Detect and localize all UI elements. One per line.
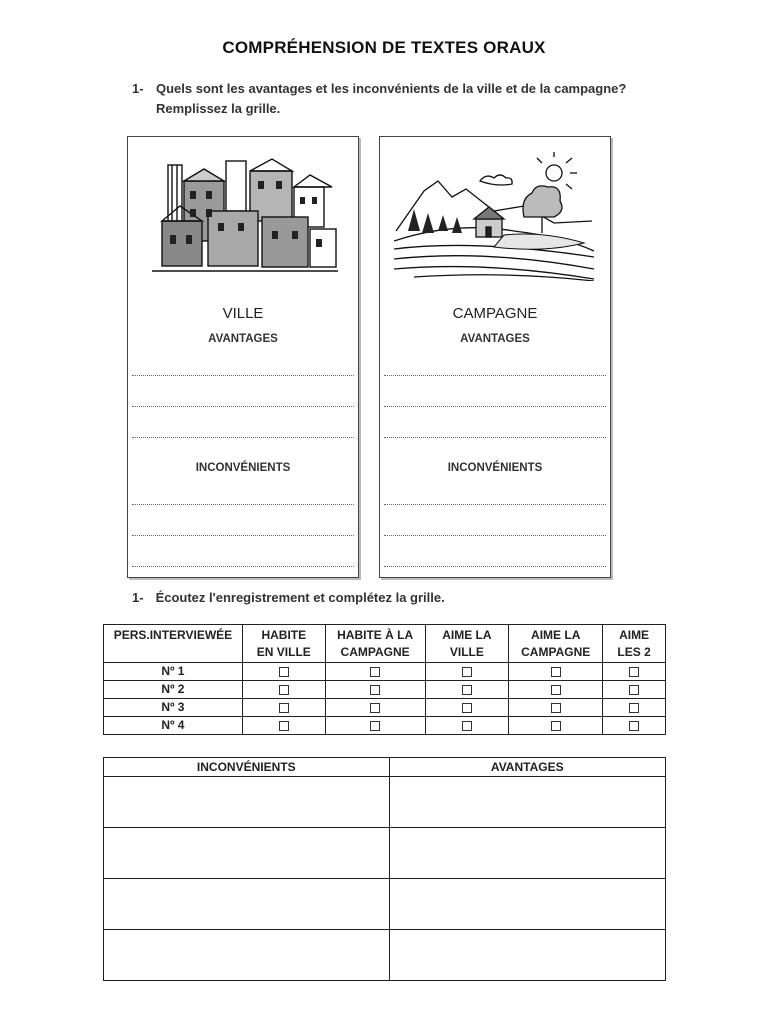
inconvenient-cell[interactable]	[104, 777, 390, 828]
checkbox[interactable]	[629, 721, 639, 731]
header-aime-les-2	[603, 625, 666, 663]
campagne-advantage-line-1	[384, 375, 606, 376]
row-label: Nº 1	[104, 663, 243, 681]
header-habite-a-la-campagne	[325, 625, 425, 663]
checkbox[interactable]	[462, 703, 472, 713]
avantage-cell[interactable]	[389, 930, 665, 981]
question-2-text: Écoutez l'enregistrement et complétez la grille.	[155, 590, 445, 605]
countryside-illustration	[394, 151, 594, 281]
checkbox[interactable]	[551, 667, 561, 677]
checkbox[interactable]	[279, 703, 289, 713]
header-aime-ville-line-1: AIME LA	[442, 627, 492, 642]
inconvenient-cell[interactable]	[104, 879, 390, 930]
campagne-disadvantage-line-1	[384, 504, 606, 505]
header-habite-en-ville	[242, 625, 325, 663]
header-pers-interviewee-text: PERS.INTERVIEWÉE	[113, 628, 233, 642]
header-habite-campagne-line-2: CAMPAGNE	[340, 644, 410, 659]
header-aime-campagne-line-2: CAMPAGNE	[521, 644, 591, 659]
table-row	[104, 717, 666, 735]
checkbox[interactable]	[370, 721, 380, 731]
checkbox[interactable]	[279, 685, 289, 695]
avantage-cell[interactable]	[389, 777, 665, 828]
header-inconvenients: INCONVÉNIENTS	[104, 758, 390, 777]
page-title: COMPRÉHENSION DE TEXTES ORAUX	[222, 38, 546, 57]
row-label: Nº 4	[104, 717, 243, 735]
ville-card	[127, 136, 359, 578]
table-row	[104, 828, 666, 879]
header-aime-les-2-line-2: LES 2	[617, 644, 651, 659]
avantage-cell[interactable]	[389, 879, 665, 930]
header-aime-les-2-line-1: AIME	[619, 627, 650, 642]
question-1	[132, 79, 692, 119]
avantage-cell[interactable]	[389, 828, 665, 879]
checkbox[interactable]	[370, 667, 380, 677]
campagne-advantage-line-3	[384, 437, 606, 438]
ville-disadvantage-line-2	[132, 535, 354, 536]
checkbox[interactable]	[551, 685, 561, 695]
checkbox[interactable]	[279, 667, 289, 677]
campagne-disadvantage-line-3	[384, 566, 606, 567]
table-row	[104, 699, 666, 717]
ville-advantages-label: AVANTAGES	[208, 333, 278, 345]
question-2-number: 1-	[132, 590, 144, 605]
checkbox[interactable]	[551, 703, 561, 713]
header-habite-en-ville-line-2: EN VILLE	[256, 644, 311, 659]
header-aime-ville-line-2: VILLE	[449, 644, 484, 659]
table-row	[104, 681, 666, 699]
row-label: Nº 3	[104, 699, 243, 717]
table-row	[104, 930, 666, 981]
checkbox[interactable]	[279, 721, 289, 731]
table-row	[104, 663, 666, 681]
checkbox[interactable]	[462, 685, 472, 695]
ville-advantage-line-3	[132, 437, 354, 438]
pros-cons-header-row	[104, 758, 666, 777]
checkbox[interactable]	[629, 685, 639, 695]
header-aime-la-ville	[425, 625, 509, 663]
campagne-disadvantage-line-2	[384, 535, 606, 536]
interview-grid-header-row	[104, 625, 666, 663]
question-1-line-2: Remplissez la grille.	[156, 101, 281, 116]
header-aime-campagne-line-1: AIME LA	[531, 627, 581, 642]
checkbox[interactable]	[370, 703, 380, 713]
checkbox[interactable]	[462, 721, 472, 731]
city-illustration	[142, 151, 342, 281]
header-avantages: AVANTAGES	[389, 758, 665, 777]
checkbox[interactable]	[462, 667, 472, 677]
row-label: Nº 2	[104, 681, 243, 699]
checkbox[interactable]	[551, 721, 561, 731]
header-habite-campagne-line-1: HABITE À LA	[337, 627, 414, 642]
question-1-number: 1-	[132, 81, 144, 96]
interview-grid	[103, 624, 666, 735]
checkbox[interactable]	[629, 703, 639, 713]
ville-disadvantage-line-3	[132, 566, 354, 567]
table-row	[104, 777, 666, 828]
ville-advantage-line-2	[132, 406, 354, 407]
campagne-disadvantages-label: INCONVÉNIENTS	[447, 462, 543, 474]
checkbox[interactable]	[629, 667, 639, 677]
campagne-advantage-line-2	[384, 406, 606, 407]
ville-disadvantages-label: INCONVÉNIENTS	[195, 462, 291, 474]
checkbox[interactable]	[370, 685, 380, 695]
question-2	[132, 590, 445, 605]
inconvenient-cell[interactable]	[104, 930, 390, 981]
campagne-card	[379, 136, 611, 578]
table-row	[104, 879, 666, 930]
pros-cons-grid	[103, 757, 666, 981]
campagne-title: CAMPAGNE	[452, 305, 538, 322]
inconvenient-cell[interactable]	[104, 828, 390, 879]
campagne-advantages-label: AVANTAGES	[460, 333, 530, 345]
ville-title: VILLE	[222, 305, 264, 322]
ville-disadvantage-line-1	[132, 504, 354, 505]
header-pers-interviewee	[104, 625, 243, 663]
header-habite-en-ville-line-1: HABITE	[261, 627, 307, 642]
question-1-line-1: Quels sont les avantages et les inconvénients de la ville et de la campagne?	[156, 81, 627, 96]
header-aime-la-campagne	[509, 625, 603, 663]
ville-advantage-line-1	[132, 375, 354, 376]
